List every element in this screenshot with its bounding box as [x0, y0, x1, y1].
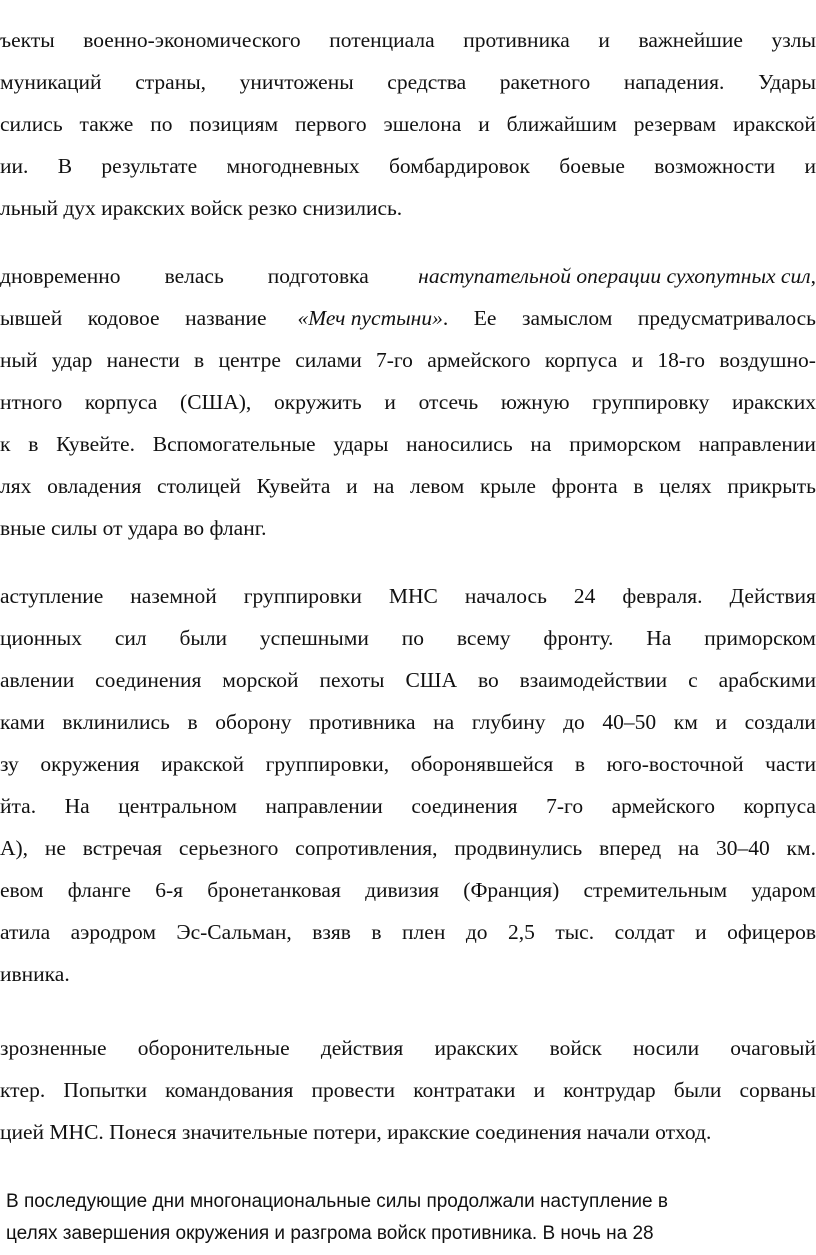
word: встречая [82, 836, 163, 860]
word: соединения [95, 668, 202, 692]
word: группировку [592, 390, 710, 414]
word: страны, [135, 70, 207, 94]
word: продвинулись [454, 836, 583, 860]
word: центральном [118, 794, 237, 818]
word: иракских [434, 1036, 519, 1060]
word: 7-го [375, 348, 413, 372]
word: овладения [47, 474, 142, 498]
word: ии. [0, 154, 29, 178]
word: приморском [704, 626, 816, 650]
word: позициям [189, 112, 279, 136]
word: км [673, 710, 698, 734]
word: ударом [751, 878, 816, 902]
word: на [678, 836, 700, 860]
word: стремительным [583, 878, 728, 902]
word: оборону [215, 710, 292, 734]
word: зу [0, 752, 19, 776]
word: в [574, 752, 586, 776]
word: узлы [771, 28, 816, 52]
text-line [0, 754, 816, 776]
word: на [433, 710, 455, 734]
word: на [373, 474, 395, 498]
word: оборонявшейся [410, 752, 554, 776]
word: до [563, 710, 585, 734]
word: сопротивления, [295, 836, 438, 860]
word: с [688, 668, 698, 692]
word: южную [500, 390, 570, 414]
word: МНС [388, 584, 438, 608]
word: началось [464, 584, 547, 608]
word: удар [51, 348, 93, 372]
word: и [346, 474, 358, 498]
word: На [64, 794, 90, 818]
word: направлении [698, 432, 816, 456]
word: также [79, 112, 134, 136]
word: А), [0, 836, 29, 860]
word: иракских [732, 390, 816, 414]
word: 24 [573, 584, 596, 608]
word: нтного [0, 390, 63, 414]
word: армейского [427, 348, 531, 372]
word: 18-го [657, 348, 706, 372]
word: лях [0, 474, 32, 498]
word: фланге [67, 878, 131, 902]
word: фронту. [543, 626, 614, 650]
word: плен [402, 920, 446, 944]
word: действия [320, 1036, 404, 1060]
word: направлении [265, 794, 383, 818]
word: эшелона [383, 112, 462, 136]
word: наносились [406, 432, 513, 456]
text-line [0, 266, 816, 288]
text-line [0, 628, 816, 650]
word: группировки [243, 584, 362, 608]
word: ками [0, 710, 45, 734]
word: потенциала [329, 28, 435, 52]
word: 7-го [546, 794, 584, 818]
word: подготовка [267, 264, 375, 288]
word-group [298, 308, 449, 330]
word: очаговый [730, 1036, 816, 1060]
word: наступательной операции сухопутных сил [418, 264, 811, 288]
word: Кувейте. [56, 432, 135, 456]
word: корпуса [84, 390, 158, 414]
text-line [0, 670, 816, 692]
text-line [0, 156, 816, 178]
word: февраля. [622, 584, 703, 608]
word: ктер. [0, 1078, 46, 1102]
word: уничтожены [239, 70, 354, 94]
word: во [477, 668, 499, 692]
word: результате [101, 154, 198, 178]
word: замыслом [522, 306, 613, 330]
word: Удары [758, 70, 816, 94]
word: приморском [569, 432, 681, 456]
word: бомбардировок [388, 154, 530, 178]
word: контрудар [563, 1078, 656, 1102]
word: велась [164, 264, 224, 288]
word: название [185, 306, 272, 330]
word: . [442, 306, 449, 330]
word: ближайшим [506, 112, 617, 136]
word: командования [165, 1078, 294, 1102]
word: резервам [633, 112, 717, 136]
word: в [187, 710, 198, 734]
word: взяв [312, 920, 351, 944]
word: вперед [599, 836, 662, 860]
word: контратаки [413, 1078, 516, 1102]
word: нападения. [623, 70, 725, 94]
word: ный [0, 348, 38, 372]
word: противника [463, 28, 570, 52]
word: 6-я [155, 878, 184, 902]
word: Попытки [63, 1078, 147, 1102]
word: и [715, 710, 727, 734]
word: атила [0, 920, 51, 944]
word: ъекты [0, 28, 55, 52]
word: средства [387, 70, 467, 94]
word: наземной [130, 584, 217, 608]
word: противника [309, 710, 416, 734]
word: сорваны [739, 1078, 816, 1102]
word: ракетного [499, 70, 591, 94]
word: создали [744, 710, 816, 734]
word: пехоты [319, 668, 385, 692]
word: (Франция) [463, 878, 560, 902]
word: и [533, 1078, 546, 1102]
word: по [150, 112, 173, 136]
word: всему [456, 626, 511, 650]
word: (США), [180, 390, 252, 414]
word: зрозненные [0, 1036, 107, 1060]
word: Действия [729, 584, 816, 608]
word: до [465, 920, 488, 944]
word: Вспомогательные [152, 432, 316, 456]
word: предусматривалось [637, 306, 816, 330]
word: бронетанковая [207, 878, 341, 902]
word: 30–40 [715, 836, 770, 860]
word: арабскими [718, 668, 816, 692]
text-line: целях завершения окружения и разгрома войск противника. В ночь на 28 [6, 1223, 654, 1244]
word: дновременно [0, 264, 121, 288]
word: и [384, 390, 396, 414]
text-line [0, 796, 816, 818]
word: целях [659, 474, 712, 498]
word: США [405, 668, 458, 692]
word: серьезного [178, 836, 279, 860]
word: На [646, 626, 672, 650]
text-line [0, 1080, 816, 1102]
word: взаимодействии [519, 668, 668, 692]
word: и [804, 154, 816, 178]
text-line [0, 880, 816, 902]
word: левом [410, 474, 465, 498]
word: Эс-Сальман, [176, 920, 292, 944]
word: морской [222, 668, 299, 692]
word: боевые [559, 154, 625, 178]
word: Кувейта [256, 474, 331, 498]
word: офицеров [727, 920, 816, 944]
word: йта. [0, 794, 37, 818]
word: отсечь [418, 390, 479, 414]
word: глубину [471, 710, 546, 734]
word: вклинились [62, 710, 170, 734]
word: не [44, 836, 66, 860]
word: окружить [274, 390, 362, 414]
text-line [0, 72, 816, 94]
word: «Меч пустыни» [297, 306, 443, 330]
word: прикрыть [727, 474, 816, 498]
text-line [0, 586, 816, 608]
text-line [0, 838, 816, 860]
word: по [401, 626, 424, 650]
word: армейского [611, 794, 715, 818]
word: важнейшие [638, 28, 743, 52]
text-line [0, 1038, 816, 1060]
text-line: цией МНС. Понеся значительные потери, иракские соединения начали отход. [0, 1120, 712, 1144]
word: иракской [733, 112, 816, 136]
word: крыле [479, 474, 536, 498]
word: многодневных [226, 154, 360, 178]
text-line: В последующие дни многонациональные силы продолжали наступление в [6, 1191, 668, 1212]
text-line: льный дух иракских войск резко снизились. [0, 196, 403, 220]
text-line [0, 434, 816, 456]
word: тыс. [555, 920, 595, 944]
text-line [0, 30, 816, 52]
text-line [0, 476, 816, 498]
word: нанести [106, 348, 180, 372]
word: в [633, 474, 644, 498]
word: части [765, 752, 816, 776]
word: в [194, 348, 205, 372]
word: ционных [0, 626, 82, 650]
word: сил [114, 626, 147, 650]
word: были [673, 1078, 722, 1102]
text-line: вные силы от удара во фланг. [0, 516, 267, 540]
word: сились [0, 112, 63, 136]
word: дивизия [365, 878, 440, 902]
word: и [598, 28, 610, 52]
word: военно-экономического [83, 28, 301, 52]
word: носили [633, 1036, 700, 1060]
word: евом [0, 878, 44, 902]
word: солдат [614, 920, 675, 944]
text-line [0, 114, 816, 136]
word: в [371, 920, 382, 944]
text-line: ивника. [0, 962, 70, 986]
text-line [0, 922, 816, 944]
word: в [28, 432, 39, 456]
word: иракской [161, 752, 245, 776]
word: фронта [551, 474, 618, 498]
word: аэродром [70, 920, 156, 944]
word: корпуса [544, 348, 618, 372]
word: оборонительные [137, 1036, 290, 1060]
word: соединения [411, 794, 518, 818]
word: войск [549, 1036, 602, 1060]
word: окружения [40, 752, 140, 776]
word: 40–50 [602, 710, 657, 734]
word: и [631, 348, 644, 372]
word: авлении [0, 668, 75, 692]
word: к [0, 432, 11, 456]
word: успешными [259, 626, 369, 650]
word: аступление [0, 584, 104, 608]
word: кодовое [87, 306, 160, 330]
word: столицей [157, 474, 241, 498]
word: на [530, 432, 552, 456]
word: провести [311, 1078, 396, 1102]
word: муникаций [0, 70, 102, 94]
word: юго-восточной [606, 752, 744, 776]
word-group [418, 266, 816, 288]
word: первого [295, 112, 367, 136]
text-line [0, 350, 816, 372]
word: и [478, 112, 490, 136]
word: корпуса [743, 794, 816, 818]
word: удары [333, 432, 389, 456]
word: центре [218, 348, 281, 372]
word: и [695, 920, 707, 944]
word: силами [295, 348, 362, 372]
word: 2,5 [507, 920, 535, 944]
text-line [0, 712, 816, 734]
text-line [0, 392, 816, 414]
word: возможности [654, 154, 776, 178]
word: воздушно- [719, 348, 816, 372]
word: , [810, 264, 816, 288]
text-line [0, 308, 816, 330]
word: группировки, [265, 752, 390, 776]
word: были [179, 626, 228, 650]
word: Ее [473, 306, 497, 330]
word: ывшей [0, 306, 63, 330]
word: км. [786, 836, 816, 860]
word: В [57, 154, 73, 178]
